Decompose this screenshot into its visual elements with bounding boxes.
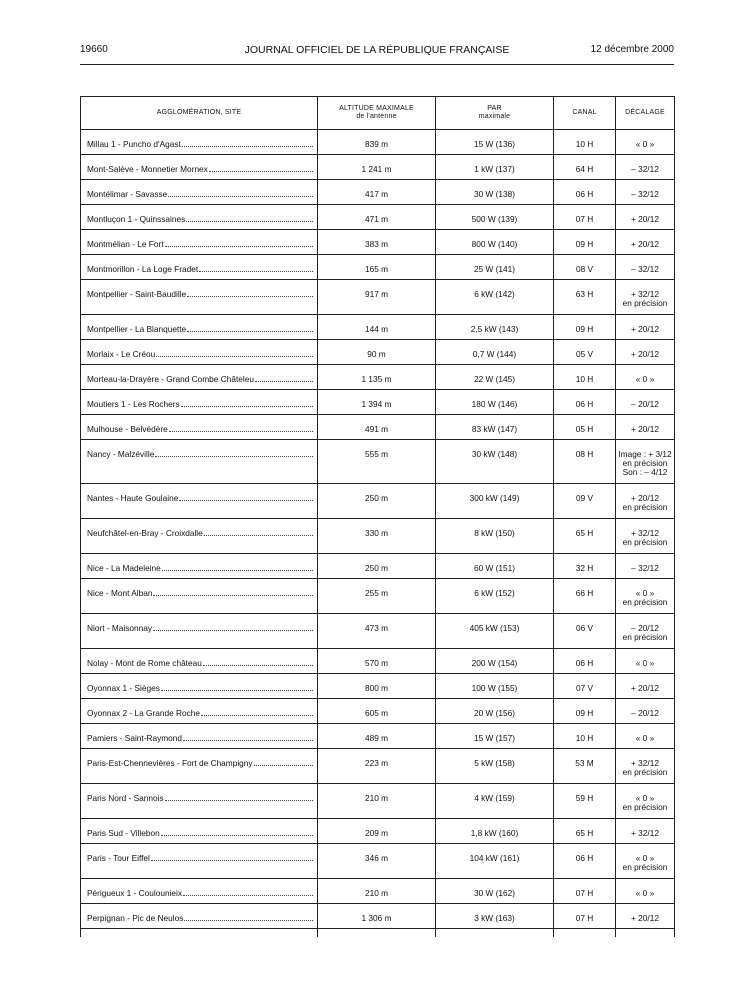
decalage-value: + 20/12 (631, 239, 659, 249)
decalage-value: + 20/12 (631, 424, 659, 434)
cell-par: 15 W (157) (436, 724, 554, 749)
cell-decalage (616, 315, 675, 340)
cell-decalage (616, 649, 675, 674)
cell-decalage (616, 614, 675, 649)
dot-leader (203, 665, 313, 666)
table-body (81, 130, 675, 938)
cell-site (81, 130, 318, 155)
table-row (81, 614, 675, 649)
continuation-cell (554, 929, 616, 938)
table-row (81, 255, 675, 280)
cell-altitude: 605 m (318, 699, 436, 724)
cell-altitude: 570 m (318, 649, 436, 674)
cell-par: 2,5 kW (143) (436, 315, 554, 340)
dot-leader (187, 331, 313, 332)
decalage-value: + 32/12 (631, 289, 659, 299)
cell-canal: 07 V (554, 674, 616, 699)
cell-decalage (616, 255, 675, 280)
dot-leader (168, 196, 313, 197)
cell-par: 6 kW (142) (436, 280, 554, 315)
cell-par: 500 W (139) (436, 205, 554, 230)
cell-site (81, 649, 318, 674)
cell-canal: 09 V (554, 484, 616, 519)
site-name: Montpellier - La Blanquette (87, 324, 187, 334)
table-row (81, 674, 675, 699)
cell-site (81, 230, 318, 255)
cell-altitude: 839 m (318, 130, 436, 155)
cell-site (81, 315, 318, 340)
cell-canal: 09 H (554, 315, 616, 340)
cell-par: 25 W (141) (436, 255, 554, 280)
dot-leader (183, 740, 313, 741)
frequency-table (80, 96, 675, 937)
table-row (81, 230, 675, 255)
decalage-value: + 32/12 (631, 758, 659, 768)
table-row (81, 844, 675, 879)
cell-decalage (616, 390, 675, 415)
table-row (81, 280, 675, 315)
decalage-value: « 0 » (635, 853, 655, 863)
table-row (81, 699, 675, 724)
cell-canal: 66 H (554, 579, 616, 614)
cell-altitude: 417 m (318, 180, 436, 205)
continuation-cell (436, 929, 554, 938)
table-row (81, 749, 675, 784)
cell-par: 1,8 kW (160) (436, 819, 554, 844)
dot-leader (209, 171, 313, 172)
continuation-cell (81, 929, 318, 938)
table-row (81, 519, 675, 554)
cell-decalage (616, 340, 675, 365)
site-name: Nancy - Malzéville (87, 449, 155, 459)
dot-leader (161, 690, 313, 691)
cell-canal: 07 H (554, 205, 616, 230)
table-continuation-row (81, 929, 675, 938)
cell-site (81, 819, 318, 844)
table-row (81, 315, 675, 340)
cell-canal: 09 H (554, 699, 616, 724)
col-header-decalage: DÉCALAGE (616, 97, 675, 130)
table-row (81, 819, 675, 844)
cell-canal: 06 H (554, 649, 616, 674)
site-name: Montélimar - Savasse (87, 189, 168, 199)
table-row (81, 415, 675, 440)
cell-altitude: 489 m (318, 724, 436, 749)
cell-site (81, 519, 318, 554)
precision-note: en précision (622, 632, 668, 642)
table-row (81, 649, 675, 674)
cell-decalage (616, 674, 675, 699)
site-name: Nantes - Haute Goulaine (87, 493, 179, 503)
cell-decalage (616, 699, 675, 724)
cell-decalage (616, 484, 675, 519)
cell-altitude: 491 m (318, 415, 436, 440)
site-name: Moutiers 1 - Les Rochers (87, 399, 180, 409)
cell-par: 8 kW (150) (436, 519, 554, 554)
site-name: Nolay - Mont de Rome château (87, 658, 202, 668)
site-name: Montluçon 1 - Quinssaines (87, 214, 186, 224)
cell-site (81, 614, 318, 649)
cell-altitude: 800 m (318, 674, 436, 699)
dot-leader (187, 296, 313, 297)
dot-leader (201, 715, 313, 716)
dot-leader (165, 246, 313, 247)
cell-decalage (616, 749, 675, 784)
table-row (81, 440, 675, 484)
cell-site (81, 879, 318, 904)
col-header-canal: CANAL (554, 97, 616, 130)
cell-altitude: 383 m (318, 230, 436, 255)
cell-altitude: 223 m (318, 749, 436, 784)
decalage-value: « 0 » (635, 793, 655, 803)
cell-altitude: 144 m (318, 315, 436, 340)
cell-canal: 06 H (554, 390, 616, 415)
cell-par: 405 kW (153) (436, 614, 554, 649)
cell-decalage (616, 180, 675, 205)
cell-altitude: 330 m (318, 519, 436, 554)
site-name: Nice - La Madeleine (87, 563, 161, 573)
decalage-value: + 20/12 (631, 683, 659, 693)
dot-leader (153, 630, 313, 631)
table-row (81, 879, 675, 904)
precision-note: en précision (622, 862, 668, 872)
decalage-value: – 32/12 (631, 164, 659, 174)
cell-canal: 07 H (554, 879, 616, 904)
page-number: 19660 (80, 44, 108, 55)
site-name: Paris Nord - Sannois (87, 793, 164, 803)
cell-altitude: 255 m (318, 579, 436, 614)
continuation-cell (616, 929, 675, 938)
site-name: Mulhouse - Belvédère (87, 424, 168, 434)
cell-canal: 65 H (554, 519, 616, 554)
cell-par: 3 kW (163) (436, 904, 554, 929)
cell-par: 180 W (146) (436, 390, 554, 415)
cell-decalage (616, 280, 675, 315)
cell-canal: 06 V (554, 614, 616, 649)
cell-site (81, 724, 318, 749)
decalage-value: + 32/12 (631, 528, 659, 538)
cell-decalage (616, 155, 675, 180)
decalage-value: « 0 » (635, 888, 655, 898)
precision-note: en précision (622, 458, 668, 468)
col-header-par: PAR maximale (436, 97, 554, 130)
cell-site (81, 844, 318, 879)
dot-leader (155, 456, 313, 457)
site-name: Paris-Est-Chennevières - Fort de Champigny (87, 758, 253, 768)
cell-site (81, 155, 318, 180)
dot-leader (204, 535, 313, 536)
table-row (81, 205, 675, 230)
dot-leader (184, 920, 313, 921)
decalage-value: + 20/12 (631, 214, 659, 224)
cell-altitude: 1 241 m (318, 155, 436, 180)
precision-note: en précision (622, 537, 668, 547)
cell-par: 104 kW (161) (436, 844, 554, 879)
dot-leader (151, 860, 313, 861)
cell-par: 100 W (155) (436, 674, 554, 699)
site-name: Morlaix - Le Créou (87, 349, 156, 359)
site-name: Nice - Mont Alban (87, 588, 153, 598)
cell-site (81, 484, 318, 519)
cell-site (81, 579, 318, 614)
col-header-altitude: ALTITUDE MAXIMALE de l'antenne (318, 97, 436, 130)
cell-decalage (616, 365, 675, 390)
site-name: Oyonnax 1 - Sièges (87, 683, 160, 693)
table-row (81, 579, 675, 614)
cell-site (81, 180, 318, 205)
decalage-value: « 0 » (635, 588, 655, 598)
cell-site (81, 280, 318, 315)
cell-altitude: 346 m (318, 844, 436, 879)
table-row (81, 365, 675, 390)
cell-decalage (616, 415, 675, 440)
dot-leader (182, 146, 313, 147)
cell-par: 30 W (138) (436, 180, 554, 205)
cell-decalage (616, 519, 675, 554)
cell-par: 83 kW (147) (436, 415, 554, 440)
cell-par: 0,7 W (144) (436, 340, 554, 365)
cell-altitude: 1 135 m (318, 365, 436, 390)
cell-site (81, 674, 318, 699)
cell-decalage (616, 819, 675, 844)
dot-leader (254, 765, 313, 766)
cell-canal: 53 M (554, 749, 616, 784)
decalage-value: + 20/12 (631, 493, 659, 503)
site-name: Morteau-la-Drayère - Grand Combe Châteleu (87, 374, 254, 384)
decalage-value: – 32/12 (631, 189, 659, 199)
cell-canal: 05 V (554, 340, 616, 365)
cell-canal: 64 H (554, 155, 616, 180)
table-row (81, 180, 675, 205)
precision-note: en précision (622, 298, 668, 308)
dot-leader (186, 221, 313, 222)
decalage-value: « 0 » (635, 139, 655, 149)
cell-par: 5 kW (158) (436, 749, 554, 784)
cell-decalage (616, 904, 675, 929)
cell-altitude: 210 m (318, 784, 436, 819)
table-row (81, 484, 675, 519)
cell-par: 300 kW (149) (436, 484, 554, 519)
cell-altitude: 555 m (318, 440, 436, 484)
site-name: Paris Sud - Villebon (87, 828, 160, 838)
decalage-value: Image : + 3/12 (618, 449, 672, 459)
cell-par: 20 W (156) (436, 699, 554, 724)
dot-leader (181, 406, 313, 407)
precision-note: en précision (622, 767, 668, 777)
decalage-value: « 0 » (635, 733, 655, 743)
continuation-cell (318, 929, 436, 938)
cell-decalage (616, 205, 675, 230)
cell-par: 4 kW (159) (436, 784, 554, 819)
site-name: Périgueux 1 - Coulounieix (87, 888, 183, 898)
cell-site (81, 365, 318, 390)
site-name: Mont-Salève - Monnetier Mornex (87, 164, 208, 174)
dot-leader (169, 431, 313, 432)
decalage-value: + 20/12 (631, 324, 659, 334)
cell-altitude: 471 m (318, 205, 436, 230)
site-name: Paris - Tour Eiffel (87, 853, 150, 863)
decalage-value: « 0 » (635, 374, 655, 384)
dot-leader (162, 570, 313, 571)
table-row (81, 130, 675, 155)
cell-par: 30 kW (148) (436, 440, 554, 484)
cell-altitude: 1 394 m (318, 390, 436, 415)
cell-par: 1 kW (137) (436, 155, 554, 180)
cell-site (81, 904, 318, 929)
cell-canal: 07 H (554, 904, 616, 929)
table-row (81, 724, 675, 749)
page-header (80, 44, 674, 58)
cell-par: 200 W (154) (436, 649, 554, 674)
journal-title: JOURNAL OFFICIEL DE LA RÉPUBLIQUE FRANÇAISE (244, 44, 510, 56)
dot-leader (161, 835, 313, 836)
cell-canal: 09 H (554, 230, 616, 255)
col-header-site: AGGLOMÉRATION, SITE (81, 97, 318, 130)
decalage-value: – 32/12 (631, 264, 659, 274)
dot-leader (165, 800, 313, 801)
cell-canal: 05 H (554, 415, 616, 440)
decalage-value: + 32/12 (631, 828, 659, 838)
cell-altitude: 165 m (318, 255, 436, 280)
cell-decalage (616, 130, 675, 155)
cell-altitude: 250 m (318, 554, 436, 579)
decalage-value: – 20/12 (631, 623, 659, 633)
precision-note: en précision (622, 502, 668, 512)
cell-canal: 63 H (554, 280, 616, 315)
decalage-son: Son : – 4/12 (622, 467, 668, 477)
table-row (81, 904, 675, 929)
cell-canal: 06 H (554, 180, 616, 205)
cell-decalage (616, 579, 675, 614)
site-name: Niort - Maisonnay (87, 623, 153, 633)
cell-site (81, 440, 318, 484)
dot-leader (183, 895, 313, 896)
cell-site (81, 415, 318, 440)
decalage-value: – 20/12 (631, 708, 659, 718)
cell-par: 22 W (145) (436, 365, 554, 390)
site-name: Montpellier - Saint-Baudille (87, 289, 187, 299)
cell-site (81, 340, 318, 365)
dot-leader (179, 500, 313, 501)
cell-canal: 59 H (554, 784, 616, 819)
cell-par: 30 W (162) (436, 879, 554, 904)
cell-canal: 08 H (554, 440, 616, 484)
dot-leader (199, 271, 313, 272)
cell-site (81, 784, 318, 819)
cell-canal: 65 H (554, 819, 616, 844)
cell-altitude: 473 m (318, 614, 436, 649)
cell-canal: 10 H (554, 365, 616, 390)
dot-leader (255, 381, 313, 382)
cell-altitude: 917 m (318, 280, 436, 315)
site-name: Pamiers - Saint-Raymond (87, 733, 182, 743)
site-name: Montmorillon - La Loge Fradet (87, 264, 199, 274)
precision-note: en précision (622, 597, 668, 607)
site-name: Neufchâtel-en-Bray - Croixdalle (87, 528, 203, 538)
cell-par: 15 W (136) (436, 130, 554, 155)
cell-decalage (616, 844, 675, 879)
table-row (81, 340, 675, 365)
cell-altitude: 250 m (318, 484, 436, 519)
cell-par: 6 kW (152) (436, 579, 554, 614)
cell-par: 800 W (140) (436, 230, 554, 255)
cell-site (81, 699, 318, 724)
publication-date: 12 décembre 2000 (590, 44, 674, 55)
cell-site (81, 205, 318, 230)
cell-decalage (616, 554, 675, 579)
cell-site (81, 255, 318, 280)
cell-canal: 32 H (554, 554, 616, 579)
dot-leader (153, 595, 313, 596)
cell-canal: 10 H (554, 130, 616, 155)
cell-site (81, 390, 318, 415)
decalage-value: – 32/12 (631, 563, 659, 573)
cell-canal: 06 H (554, 844, 616, 879)
precision-note: en précision (622, 802, 668, 812)
table-row (81, 554, 675, 579)
decalage-value: + 20/12 (631, 913, 659, 923)
decalage-value: – 20/12 (631, 399, 659, 409)
cell-site (81, 554, 318, 579)
cell-par: 60 W (151) (436, 554, 554, 579)
cell-decalage (616, 784, 675, 819)
table-row (81, 390, 675, 415)
dot-leader (156, 356, 313, 357)
cell-site (81, 749, 318, 784)
header-rule (80, 64, 674, 65)
cell-altitude: 210 m (318, 879, 436, 904)
cell-canal: 08 V (554, 255, 616, 280)
site-name: Perpignan - Pic de Neulos (87, 913, 184, 923)
cell-decalage (616, 879, 675, 904)
cell-decalage (616, 724, 675, 749)
site-name: Oyonnax 2 - La Grande Roche (87, 708, 200, 718)
decalage-value: + 20/12 (631, 349, 659, 359)
cell-altitude: 1 306 m (318, 904, 436, 929)
table-row (81, 784, 675, 819)
table-header-row (81, 97, 675, 130)
site-name: Montmélian - Le Fort (87, 239, 164, 249)
table-row (81, 155, 675, 180)
cell-decalage (616, 440, 675, 484)
cell-altitude: 90 m (318, 340, 436, 365)
cell-altitude: 209 m (318, 819, 436, 844)
site-name: Millau 1 - Puncho d'Agast (87, 139, 181, 149)
cell-canal: 10 H (554, 724, 616, 749)
cell-decalage (616, 230, 675, 255)
decalage-value: « 0 » (635, 658, 655, 668)
